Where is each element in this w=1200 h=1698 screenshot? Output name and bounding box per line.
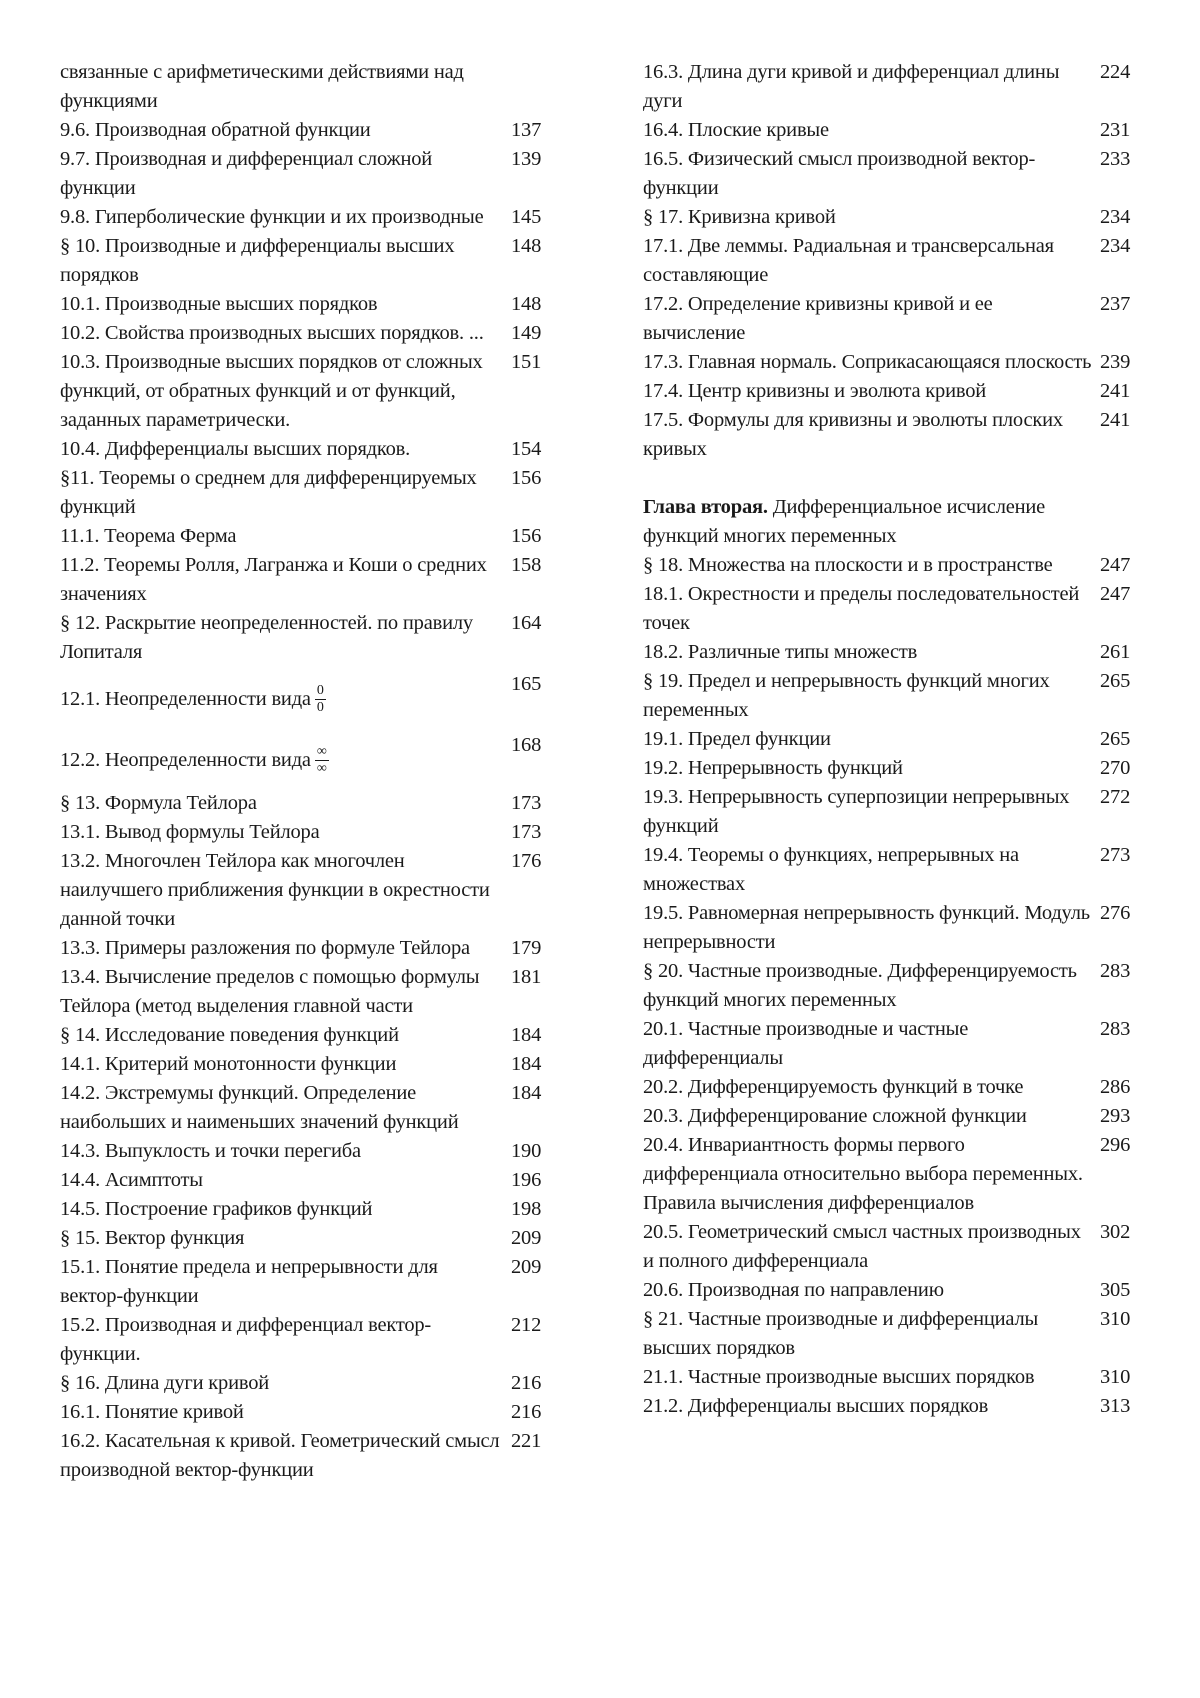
toc-page-number: 283	[1100, 960, 1131, 982]
toc-entry	[643, 783, 1140, 841]
toc-entry	[60, 963, 555, 1021]
toc-entry-title: § 17. Кривизна кривой	[643, 206, 836, 228]
toc-entry	[60, 1137, 555, 1166]
toc-page-number: 173	[511, 792, 542, 814]
toc-page-number: 181	[511, 966, 542, 988]
toc-page-number: 270	[1100, 757, 1131, 779]
toc-entry-title: § 19. Предел и непрерывность функций многих переменных	[643, 670, 1050, 721]
toc-entry-title: 20.6. Производная по направлению	[643, 1279, 944, 1301]
toc-entry	[643, 1015, 1140, 1073]
fraction	[315, 683, 326, 716]
toc-entry-title: § 13. Формула Тейлора	[60, 792, 257, 814]
toc-page-number: 216	[511, 1372, 542, 1394]
toc-entry	[60, 232, 555, 290]
toc-entry	[60, 731, 555, 789]
toc-page-number: 234	[1100, 235, 1131, 257]
toc-entry-title: 9.8. Гиперболические функции и их производные	[60, 206, 484, 228]
toc-entry	[643, 667, 1140, 725]
toc-entry	[60, 116, 555, 145]
toc-entry-title: 19.5. Равномерная непрерывность функций. Модуль непрерывности	[643, 902, 1090, 953]
toc-entry-title: 14.1. Критерий монотонности функции	[60, 1053, 397, 1075]
toc-page-number: 247	[1100, 583, 1131, 605]
toc-page-number: 190	[511, 1140, 542, 1162]
chapter-heading-text: Дифференциальное исчисление функций многих переменных	[643, 496, 1046, 547]
toc-entry-title: 10.1. Производные высших порядков	[60, 293, 378, 315]
toc-page-number: 276	[1100, 902, 1131, 924]
toc-page-number: 221	[511, 1430, 542, 1452]
toc-entry-title: 16.3. Длина дуги кривой и дифференциал длины дуги	[643, 61, 1060, 112]
toc-page-number: 241	[1100, 409, 1131, 431]
toc-entry	[643, 1131, 1140, 1218]
toc-entry	[60, 1166, 555, 1195]
toc-entry	[643, 580, 1140, 638]
toc-entry-title: 14.4. Асимптоты	[60, 1169, 203, 1191]
toc-page-number: 216	[511, 1401, 542, 1423]
toc-entry-title: 19.4. Теоремы о функциях, непрерывных на множествах	[643, 844, 1019, 895]
toc-entry	[643, 1363, 1140, 1392]
toc-entry-title: 11.2. Теоремы Ролля, Лагранжа и Коши о средних значениях	[60, 554, 487, 605]
toc-entry-title: § 14. Исследование поведения функций	[60, 1024, 399, 1046]
toc-entry-text: 12.1. Неопределенности вида	[60, 687, 311, 710]
fraction	[315, 744, 329, 777]
toc-entry	[643, 725, 1140, 754]
toc-entry-title: 10.4. Дифференциалы высших порядков.	[60, 438, 411, 460]
toc-entry	[60, 934, 555, 963]
toc-page-number: 156	[511, 467, 542, 489]
toc-spacer	[643, 464, 1140, 493]
toc-page-number: 176	[511, 850, 542, 872]
toc-entry-title: 19.3. Непрерывность суперпозиции непрерывных функций	[643, 786, 1070, 837]
toc-entry-title: § 10. Производные и дифференциалы высших порядков	[60, 235, 455, 286]
toc-entry-title: 19.2. Непрерывность функций	[643, 757, 903, 779]
toc-entry	[60, 435, 555, 464]
chapter-heading-label: Глава вторая.	[643, 496, 768, 518]
toc-page-number: 156	[511, 525, 542, 547]
toc-page-number: 234	[1100, 206, 1131, 228]
toc-entry	[60, 290, 555, 319]
toc-page-number: 168	[511, 734, 542, 756]
toc-entry-title: 17.2. Определение кривизны кривой и ее вычисление	[643, 293, 993, 344]
toc-page-number: 224	[1100, 61, 1131, 83]
toc-page-number: 293	[1100, 1105, 1131, 1127]
toc-page-number: 283	[1100, 1018, 1131, 1040]
toc-entry	[643, 116, 1140, 145]
fraction-numerator: ∞	[316, 743, 327, 759]
toc-page-number: 310	[1100, 1308, 1131, 1330]
toc-entry	[643, 377, 1140, 406]
toc-entry	[60, 145, 555, 203]
toc-entry	[643, 290, 1140, 348]
toc-entry	[60, 1369, 555, 1398]
toc-entry	[60, 464, 555, 522]
toc-entry-title: 14.2. Экстремумы функций. Определение наибольших и наименьших значений функций	[60, 1082, 459, 1133]
toc-page-number: 137	[511, 119, 542, 141]
toc-page-number: 273	[1100, 844, 1131, 866]
toc-entry-title: 10.3. Производные высших порядков от сложных функций, от обратных функций и от функций, заданных параметрически.	[60, 351, 483, 431]
toc-entry-title: § 20. Частные производные. Дифференцируемость функций многих переменных	[643, 960, 1077, 1011]
toc-entry	[60, 609, 555, 667]
toc-entry	[643, 493, 1140, 551]
toc-right-column	[643, 58, 1140, 1421]
toc-entry	[643, 1305, 1140, 1363]
fraction-denominator: 0	[316, 699, 324, 715]
toc-entry	[60, 1224, 555, 1253]
toc-entry	[60, 522, 555, 551]
toc-page-number: 247	[1100, 554, 1131, 576]
toc-page-number: 265	[1100, 728, 1131, 750]
toc-entry	[60, 1195, 555, 1224]
toc-entry-title: 14.3. Выпуклость и точки перегиба	[60, 1140, 361, 1162]
toc-entry	[643, 957, 1140, 1015]
toc-entry-title: § 21. Частные производные и дифференциалы высших порядков	[643, 1308, 1039, 1359]
toc-entry-title: 16.1. Понятие кривой	[60, 1401, 244, 1423]
toc-left-column	[60, 58, 555, 1485]
toc-page-number: 305	[1100, 1279, 1131, 1301]
toc-entry	[60, 551, 555, 609]
toc-entry-title: 20.4. Инвариантность формы первого дифференциала относительно выбора переменных. Правила вычисления дифференциалов	[643, 1134, 1083, 1214]
toc-entry	[60, 1427, 555, 1485]
toc-page-number: 184	[511, 1082, 542, 1104]
toc-entry-title: 9.7. Производная и дифференциал сложной функции	[60, 148, 433, 199]
toc-entry-title: 11.1. Теорема Ферма	[60, 525, 237, 547]
toc-entry-title: 10.2. Свойства производных высших порядков. ...	[60, 322, 484, 344]
toc-entry-title: 13.3. Примеры разложения по формуле Тейлора	[60, 937, 470, 959]
toc-entry-title: 16.5. Физический смысл производной вектор-функции	[643, 148, 1036, 199]
toc-page-number: 209	[511, 1256, 542, 1278]
toc-entry-title: 17.5. Формулы для кривизны и эволюты плоских кривых	[643, 409, 1063, 460]
toc-entry	[60, 58, 555, 116]
toc-entry	[60, 847, 555, 934]
toc-entry-title: 21.2. Дифференциалы высших порядков	[643, 1395, 989, 1417]
toc-entry-title: 18.1. Окрестности и пределы последовательностей точек	[643, 583, 1080, 634]
toc-entry-title: 20.2. Дифференцируемость функций в точке	[643, 1076, 1024, 1098]
toc-page-number: 165	[511, 673, 542, 695]
toc-page-number: 302	[1100, 1221, 1131, 1243]
fraction-denominator: ∞	[316, 760, 327, 776]
toc-entry	[60, 1050, 555, 1079]
toc-entry-title: 19.1. Предел функции	[643, 728, 831, 750]
toc-page-number: 139	[511, 148, 542, 170]
toc-entry-title: 20.1. Частные производные и частные дифференциалы	[643, 1018, 969, 1069]
toc-page-number: 272	[1100, 786, 1131, 808]
toc-entry	[643, 1392, 1140, 1421]
toc-entry-title: 20.5. Геометрический смысл частных производных и полного дифференциала	[643, 1221, 1081, 1272]
toc-entry	[643, 841, 1140, 899]
toc-entry-text: 12.2. Неопределенности вида	[60, 748, 311, 771]
toc-entry-title: 15.1. Понятие предела и непрерывности для вектор-функции	[60, 1256, 438, 1307]
toc-entry	[60, 789, 555, 818]
toc-entry-title: § 15. Вектор функция	[60, 1227, 245, 1249]
toc-entry-title: 13.1. Вывод формулы Тейлора	[60, 821, 320, 843]
toc-page-number: 261	[1100, 641, 1131, 663]
toc-entry	[60, 1079, 555, 1137]
toc-entry	[60, 203, 555, 232]
toc-entry	[60, 670, 555, 728]
toc-page-number: 231	[1100, 119, 1131, 141]
toc-page-number: 239	[1100, 351, 1131, 373]
toc-entry-title: 9.6. Производная обратной функции	[60, 119, 371, 141]
toc-page-number: 148	[511, 293, 542, 315]
toc-entry-title: 17.3. Главная нормаль. Соприкасающаяся плоскость	[643, 351, 1092, 373]
toc-page-number: 313	[1100, 1395, 1131, 1417]
toc-entry-title: 17.1. Две леммы. Радиальная и трансверсальная составляющие	[643, 235, 1054, 286]
toc-entry-title: § 12. Раскрытие неопределенностей. по правилу Лопиталя	[60, 612, 473, 663]
toc-entry-title	[60, 670, 511, 728]
toc-entry	[643, 551, 1140, 580]
toc-page-number: 145	[511, 206, 542, 228]
toc-entry-title: 20.3. Дифференцирование сложной функции	[643, 1105, 1027, 1127]
toc-entry-title	[60, 731, 511, 789]
toc-entry	[643, 203, 1140, 232]
toc-entry	[643, 1073, 1140, 1102]
toc-page-number: 154	[511, 438, 542, 460]
toc-page-number: 241	[1100, 380, 1131, 402]
fraction-numerator: 0	[316, 682, 324, 698]
toc-entry-title: 16.4. Плоские кривые	[643, 119, 829, 141]
toc-entry-title: 21.1. Частные производные высших порядков	[643, 1366, 1035, 1388]
toc-page-number: 151	[511, 351, 542, 373]
toc-page-number: 196	[511, 1169, 542, 1191]
toc-page-number: 237	[1100, 293, 1131, 315]
toc-page-number: 233	[1100, 148, 1131, 170]
toc-page-number: 310	[1100, 1366, 1131, 1388]
toc-entry	[643, 754, 1140, 783]
toc-entry	[643, 1102, 1140, 1131]
toc-entry	[643, 1218, 1140, 1276]
toc-page-number: 286	[1100, 1076, 1131, 1098]
toc-entry	[60, 348, 555, 435]
toc-entry-title: 14.5. Построение графиков функций	[60, 1198, 373, 1220]
toc-page-number: 164	[511, 612, 542, 634]
toc-entry-title: §11. Теоремы о среднем для дифференцируемых функций	[60, 467, 477, 518]
toc-page-number: 209	[511, 1227, 542, 1249]
toc-page-number: 184	[511, 1024, 542, 1046]
toc-entry-title: 16.2. Касательная к кривой. Геометрический смысл производной вектор-функции	[60, 1430, 500, 1481]
toc-entry-title: 13.4. Вычисление пределов с помощью формулы Тейлора (метод выделения главной части	[60, 966, 480, 1017]
toc-page-number: 158	[511, 554, 542, 576]
toc-entry	[60, 1311, 555, 1369]
toc-page-number: 179	[511, 937, 542, 959]
toc-page-number: 148	[511, 235, 542, 257]
toc-page-number: 173	[511, 821, 542, 843]
toc-entry-title: 18.2. Различные типы множеств	[643, 641, 918, 663]
toc-entry	[643, 899, 1140, 957]
toc-entry	[60, 1021, 555, 1050]
toc-page-number: 184	[511, 1053, 542, 1075]
toc-entry	[60, 818, 555, 847]
toc-entry	[643, 145, 1140, 203]
toc-entry	[643, 348, 1140, 377]
toc-page-number: 198	[511, 1198, 542, 1220]
toc-entry-title: связанные с арифметическими действиями над функциями	[60, 61, 464, 112]
toc-entry	[643, 638, 1140, 667]
toc-page-number: 265	[1100, 670, 1131, 692]
toc-page-number: 149	[511, 322, 542, 344]
toc-entry-title: 17.4. Центр кривизны и эволюта кривой	[643, 380, 987, 402]
toc-entry	[60, 1398, 555, 1427]
toc-entry	[643, 406, 1140, 464]
toc-entry-title: § 16. Длина дуги кривой	[60, 1372, 270, 1394]
toc-entry	[643, 58, 1140, 116]
toc-entry	[643, 1276, 1140, 1305]
toc-page-number: 212	[511, 1314, 542, 1336]
toc-entry-title	[643, 493, 1100, 551]
toc-page-number: 296	[1100, 1134, 1131, 1156]
toc-entry-title: § 18. Множества на плоскости и в пространстве	[643, 554, 1053, 576]
toc-entry-title: 15.2. Производная и дифференциал вектор-функции.	[60, 1314, 432, 1365]
toc-entry	[60, 319, 555, 348]
toc-entry	[60, 1253, 555, 1311]
toc-entry	[643, 232, 1140, 290]
toc-entry-title: 13.2. Многочлен Тейлора как многочлен наилучшего приближения функции в окрестности данной точки	[60, 850, 490, 930]
